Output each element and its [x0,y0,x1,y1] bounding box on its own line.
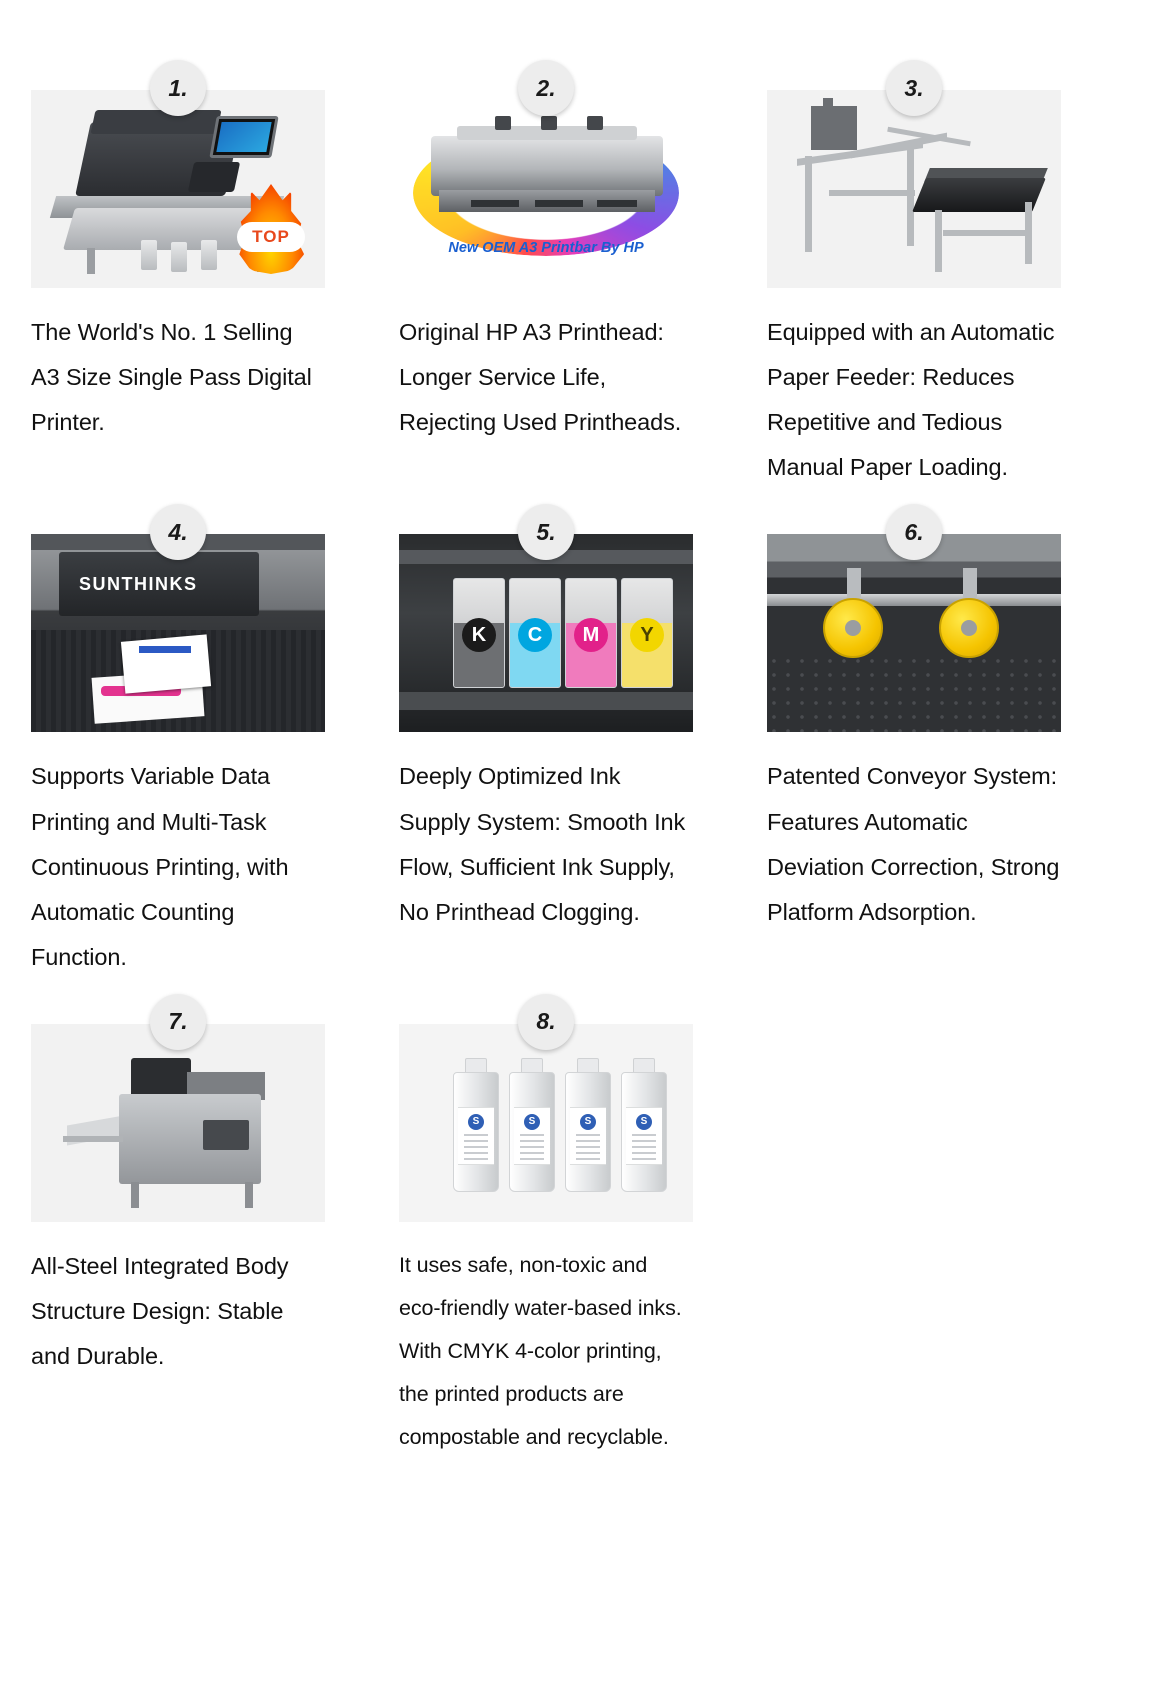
hp-a3-printbar-photo [399,90,693,288]
feature-caption-5: Deeply Optimized Ink Supply System: Smooth Ink Flow, Sufficient Ink Supply, No Printhead Clogging. [399,763,686,925]
feature-caption-1: The World's No. 1 Selling A3 Size Single Pass Digital Printer. [31,319,312,436]
feature-card-1 [31,74,325,490]
feature-image-1-wrap [31,74,325,288]
step-number-badge: 5. [518,504,574,560]
feature-caption-6: Patented Conveyor System: Features Automatic Deviation Correction, Strong Platform Adsorption. [767,763,1060,925]
printbar-image-caption: New OEM A3 Printbar By HP [448,240,644,256]
step-number-badge: 2. [518,60,574,116]
feature-grid [30,74,1142,1503]
feature-card-7 [31,1008,325,1459]
feature-caption-7: All-Steel Integrated Body Structure Design: Stable and Durable. [31,1252,289,1370]
automatic-paper-feeder-photo [767,90,1061,288]
feature-caption-2: Original HP A3 Printhead: Longer Service Life, Rejecting Used Printheads. [399,319,682,436]
ink-letter-c: C [518,618,552,652]
water-based-ink-bottles-photo: S S S S [399,1024,693,1222]
feature-caption-4: Supports Variable Data Printing and Multi-Task Continuous Printing, with Automatic Counting Function. [31,763,289,970]
feature-image-3-wrap [767,74,1061,288]
machine-brand-label: SUNTHINKS [79,574,198,595]
step-number-badge: 4. [150,504,206,560]
all-steel-machine-body-photo [31,1024,325,1222]
flatbed-single-pass-printer-photo [31,90,325,288]
step-number-badge: 8. [518,994,574,1050]
feature-card-3 [767,74,1061,490]
feature-caption-8: It uses safe, non-toxic and eco-friendly water-based inks. With CMYK 4-color printing, the printed products are compostable and recyclable. [399,1252,682,1449]
ink-supply-tanks-photo [399,534,693,732]
step-number-badge: 1. [150,60,206,116]
conveyor-rollers-photo [767,534,1061,732]
feature-card-6 [767,518,1061,980]
top-badge-label: TOP [237,222,305,252]
feature-image-7-wrap [31,1008,325,1222]
feature-card-2 [399,74,693,490]
feature-image-2-wrap [399,74,693,288]
ink-letter-k: K [462,618,496,652]
feature-image-5-wrap [399,518,693,732]
feature-image-8-wrap [399,1008,693,1222]
step-number-badge: 6. [886,504,942,560]
step-number-badge: 3. [886,60,942,116]
ink-letter-m: M [574,618,608,652]
top-flame-badge [227,184,315,280]
step-number-badge: 7. [150,994,206,1050]
ink-letter-y: Y [630,618,664,652]
feature-card-4 [31,518,325,980]
feature-caption-3: Equipped with an Automatic Paper Feeder: Reduces Repetitive and Tedious Manual Paper Loading. [767,319,1055,481]
feature-image-6-wrap [767,518,1061,732]
feature-image-4-wrap [31,518,325,732]
printer-deck-variable-data-photo [31,534,325,732]
feature-card-5 [399,518,693,980]
feature-card-8 [399,1008,693,1459]
